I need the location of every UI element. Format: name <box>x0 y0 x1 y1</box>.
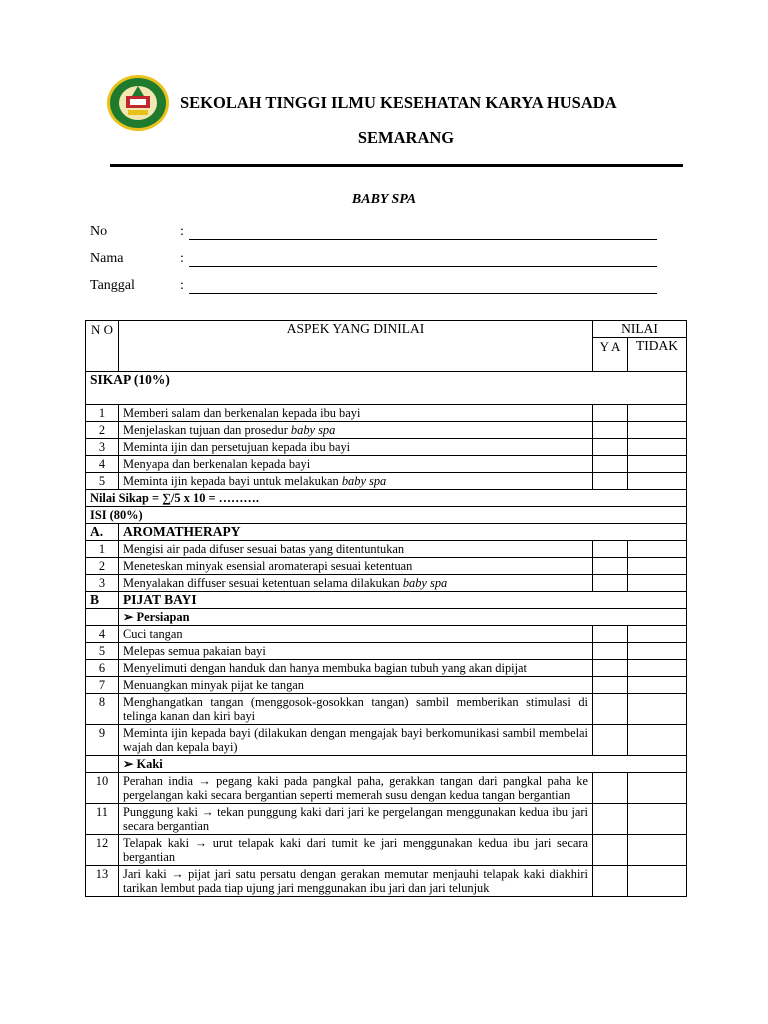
section-isi-title: ISI (80%) <box>86 507 687 524</box>
item-text: Jari kaki → pijat jari satu persatu dengan gerakan memutar menjauhi telapak kaki diakhiri tarikan lembut pada tiap ujung jari menggunakan ibu jari dan jari telunjuk <box>119 866 593 897</box>
sikap-score: Nilai Sikap = ∑/5 x 10 = ………. <box>86 490 687 507</box>
section-b-letter: B <box>86 592 119 609</box>
field-tanggal <box>90 278 660 298</box>
table-row <box>86 422 687 439</box>
field-separator: : <box>180 278 184 293</box>
institution-name: SEKOLAH TINGGI ILMU KESEHATAN KARYA HUSADA <box>180 93 617 112</box>
item-text: Meneteskan minyak esensial aromaterapi sesuai ketentuan <box>119 558 593 575</box>
section-b-title: PIJAT BAYI <box>119 592 687 609</box>
tidak-cell[interactable] <box>628 866 687 897</box>
item-text: Menjelaskan tujuan dan prosedur baby spa <box>119 422 593 439</box>
header-tidak: TIDAK <box>628 338 687 372</box>
field-label: Tanggal <box>90 278 135 293</box>
subsection-row <box>86 592 687 609</box>
bullet-arrow-icon: ➢ <box>123 757 134 771</box>
tidak-cell[interactable] <box>628 694 687 725</box>
table-row <box>86 660 687 677</box>
group-row <box>86 756 687 773</box>
field-separator: : <box>180 251 184 266</box>
item-number: 7 <box>86 677 119 694</box>
item-text: Menyelimuti dengan handuk dan hanya membuka bagian tubuh yang akan dipijat <box>119 660 593 677</box>
item-text: Cuci tangan <box>119 626 593 643</box>
header-divider <box>110 164 683 167</box>
ya-cell[interactable] <box>593 866 628 897</box>
item-number: 5 <box>86 473 119 490</box>
ya-cell[interactable] <box>593 558 628 575</box>
item-text: Punggung kaki → tekan punggung kaki dari jari ke pergelangan menggunakan kedua ibu jari secara bergantian <box>119 804 593 835</box>
tidak-cell[interactable] <box>628 835 687 866</box>
tidak-cell[interactable] <box>628 439 687 456</box>
item-text: Menghangatkan tangan (menggosok-gosokkan tangan) sambil memberikan stimulasi di telinga kanan dan kiri bayi <box>119 694 593 725</box>
table-row <box>86 866 687 897</box>
item-text: Telapak kaki → urut telapak kaki dari tumit ke jari menggunakan kedua ibu jari secara bergantian <box>119 835 593 866</box>
tidak-cell[interactable] <box>628 626 687 643</box>
tidak-cell[interactable] <box>628 456 687 473</box>
field-separator: : <box>180 224 184 239</box>
table-row <box>86 643 687 660</box>
item-number: 10 <box>86 773 119 804</box>
section-row <box>86 372 687 405</box>
tidak-cell[interactable] <box>628 804 687 835</box>
field-nama <box>90 251 660 271</box>
item-number: 11 <box>86 804 119 835</box>
ya-cell[interactable] <box>593 694 628 725</box>
item-number: 5 <box>86 643 119 660</box>
header-aspek: ASPEK YANG DINILAI <box>119 321 593 372</box>
item-text: Memberi salam dan berkenalan kepada ibu bayi <box>119 405 593 422</box>
ya-cell[interactable] <box>593 835 628 866</box>
item-text: Meminta ijin kepada bayi (dilakukan dengan mengajak bayi berkomunikasi sambil membelai wajah dan kepala bayi) <box>119 725 593 756</box>
table-row <box>86 541 687 558</box>
item-text: Melepas semua pakaian bayi <box>119 643 593 660</box>
field-no <box>90 224 660 244</box>
tidak-cell[interactable] <box>628 541 687 558</box>
tidak-cell[interactable] <box>628 473 687 490</box>
item-number: 6 <box>86 660 119 677</box>
table-row <box>86 804 687 835</box>
ya-cell[interactable] <box>593 541 628 558</box>
empty-cell <box>86 609 119 626</box>
ya-cell[interactable] <box>593 660 628 677</box>
tidak-cell[interactable] <box>628 643 687 660</box>
table-row <box>86 558 687 575</box>
field-input-line[interactable] <box>189 293 657 294</box>
item-number: 1 <box>86 405 119 422</box>
table-row <box>86 405 687 422</box>
field-input-line[interactable] <box>189 239 657 240</box>
group-kaki: ➢ Kaki <box>119 756 687 773</box>
section-sikap-title: SIKAP (10%) <box>86 372 687 405</box>
table-row <box>86 626 687 643</box>
section-row <box>86 507 687 524</box>
ya-cell[interactable] <box>593 439 628 456</box>
institution-logo <box>106 74 170 132</box>
header-ya: Y A <box>593 338 628 372</box>
table-row <box>86 694 687 725</box>
institution-city: SEMARANG <box>357 128 455 147</box>
score-row <box>86 490 687 507</box>
item-text: Menuangkan minyak pijat ke tangan <box>119 677 593 694</box>
table-row <box>86 456 687 473</box>
item-number: 3 <box>86 575 119 592</box>
empty-cell <box>86 756 119 773</box>
ya-cell[interactable] <box>593 725 628 756</box>
table-header-row <box>86 321 687 338</box>
item-number: 2 <box>86 422 119 439</box>
tidak-cell[interactable] <box>628 677 687 694</box>
item-text: Perahan india → pegang kaki pada pangkal paha, gerakkan tangan dari pangkal paha ke pergelangan kaki secara bergantian seperti memerah susu dengan kedua tangan bergantian <box>119 773 593 804</box>
item-text: Meminta ijin kepada bayi untuk melakukan baby spa <box>119 473 593 490</box>
item-number: 13 <box>86 866 119 897</box>
section-a-letter: A. <box>86 524 119 541</box>
table-row <box>86 773 687 804</box>
assessment-table <box>85 320 687 897</box>
item-number: 8 <box>86 694 119 725</box>
ya-cell[interactable] <box>593 575 628 592</box>
item-text: Menyalakan diffuser sesuai ketentuan selama dilakukan baby spa <box>119 575 593 592</box>
table-row <box>86 473 687 490</box>
header-no: N O <box>86 321 119 372</box>
table-row <box>86 439 687 456</box>
item-number: 2 <box>86 558 119 575</box>
table-row <box>86 677 687 694</box>
bullet-arrow-icon: ➢ <box>123 610 134 624</box>
ya-cell[interactable] <box>593 804 628 835</box>
header-nilai: NILAI <box>593 321 687 338</box>
ya-cell[interactable] <box>593 473 628 490</box>
tidak-cell[interactable] <box>628 773 687 804</box>
table-row <box>86 575 687 592</box>
item-text: Menyapa dan berkenalan kepada bayi <box>119 456 593 473</box>
ya-cell[interactable] <box>593 626 628 643</box>
table-row <box>86 725 687 756</box>
table-row <box>86 835 687 866</box>
document-title: BABY SPA <box>351 192 417 207</box>
field-label: Nama <box>90 251 124 266</box>
item-text: Mengisi air pada difuser sesuai batas yang ditentuntukan <box>119 541 593 558</box>
item-number: 12 <box>86 835 119 866</box>
section-a-title: AROMATHERAPY <box>119 524 687 541</box>
tidak-cell[interactable] <box>628 422 687 439</box>
item-number: 9 <box>86 725 119 756</box>
item-number: 4 <box>86 456 119 473</box>
tidak-cell[interactable] <box>628 660 687 677</box>
ya-cell[interactable] <box>593 456 628 473</box>
tidak-cell[interactable] <box>628 575 687 592</box>
item-text: Meminta ijin dan persetujuan kepada ibu bayi <box>119 439 593 456</box>
ya-cell[interactable] <box>593 773 628 804</box>
field-label: No <box>90 224 108 239</box>
item-number: 4 <box>86 626 119 643</box>
ya-cell[interactable] <box>593 677 628 694</box>
field-input-line[interactable] <box>189 266 657 267</box>
tidak-cell[interactable] <box>628 405 687 422</box>
tidak-cell[interactable] <box>628 725 687 756</box>
subsection-row <box>86 524 687 541</box>
item-number: 3 <box>86 439 119 456</box>
ya-cell[interactable] <box>593 422 628 439</box>
ya-cell[interactable] <box>593 405 628 422</box>
item-number: 1 <box>86 541 119 558</box>
ya-cell[interactable] <box>593 643 628 660</box>
tidak-cell[interactable] <box>628 558 687 575</box>
group-persiapan: ➢ Persiapan <box>119 609 687 626</box>
group-row <box>86 609 687 626</box>
